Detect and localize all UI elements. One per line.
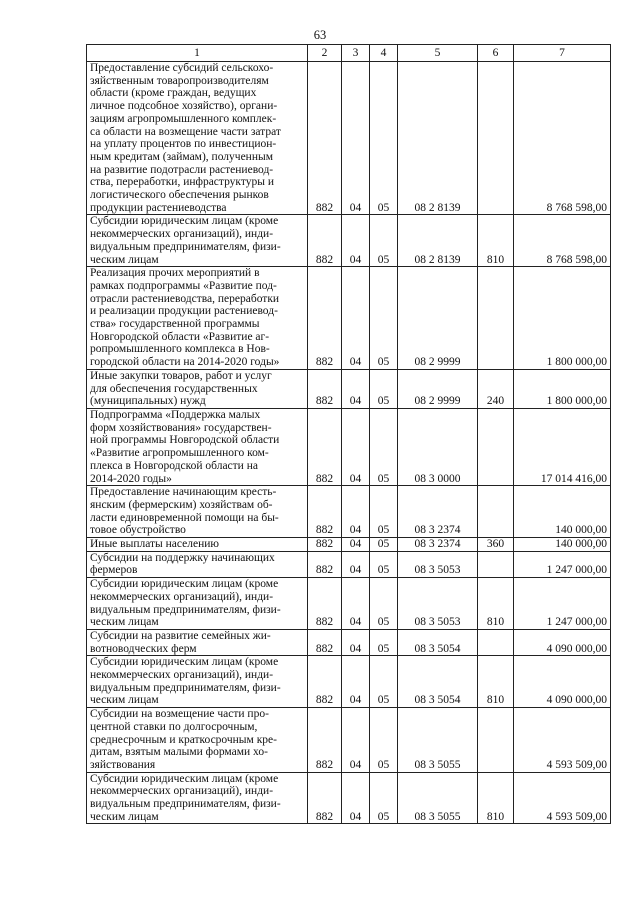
- row-code-2: 882: [308, 62, 342, 215]
- row-code-6: 810: [478, 656, 514, 708]
- row-name: Субсидии юридическим лицам (кроме некоммерческих организаций), инди- видуальным предпринимателям, физи- ческим лицам: [87, 215, 308, 267]
- row-name: Предоставление начинающим кресть- янским (фермерским) хозяйствам об- ласти единовременной помощи на бы- товое обустройство: [87, 486, 308, 538]
- row-amount: 8 768 598,00: [514, 62, 611, 215]
- header-row: [87, 45, 611, 62]
- row-code-6: 360: [478, 538, 514, 552]
- row-code-4: 05: [370, 708, 398, 773]
- row-amount: 1 800 000,00: [514, 267, 611, 370]
- row-code-2: 882: [308, 408, 342, 485]
- row-code-3: 04: [342, 551, 370, 577]
- row-code-5: 08 3 5054: [398, 629, 478, 655]
- row-code-2: 882: [308, 538, 342, 552]
- row-amount: 140 000,00: [514, 486, 611, 538]
- row-code-4: 05: [370, 267, 398, 370]
- header-col-1: 1: [87, 45, 308, 62]
- row-amount: 4 090 000,00: [514, 629, 611, 655]
- row-code-4: 05: [370, 629, 398, 655]
- table-row: [87, 772, 611, 824]
- row-code-6: [478, 708, 514, 773]
- row-code-4: 05: [370, 486, 398, 538]
- row-code-3: 04: [342, 215, 370, 267]
- row-code-6: [478, 551, 514, 577]
- row-code-6: [478, 267, 514, 370]
- header-col-4: 4: [370, 45, 398, 62]
- table-row: [87, 62, 611, 215]
- row-name: Подпрограмма «Поддержка малых форм хозяйствования» государствен- ной программы Новгородской области «Развитие агропромышленного ком- плекса в Новгородской области на 2014-2020 годы»: [87, 408, 308, 485]
- row-code-2: 882: [308, 267, 342, 370]
- row-code-4: 05: [370, 215, 398, 267]
- row-code-2: 882: [308, 486, 342, 538]
- table-row: [87, 215, 611, 267]
- row-code-6: 810: [478, 772, 514, 824]
- table-row: [87, 369, 611, 408]
- row-name: Иные закупки товаров, работ и услуг для обеспечения государственных (муниципальных) нужд: [87, 369, 308, 408]
- row-code-3: 04: [342, 267, 370, 370]
- row-code-3: 04: [342, 62, 370, 215]
- row-amount: 4 090 000,00: [514, 656, 611, 708]
- table-row: [87, 267, 611, 370]
- row-code-5: 08 3 2374: [398, 486, 478, 538]
- row-code-2: 882: [308, 369, 342, 408]
- row-code-4: 05: [370, 772, 398, 824]
- row-name: Субсидии на возмещение части про- центной ставки по долгосрочным, среднесрочным и краткосрочным кре- дитам, взятым малыми формами хо- зяйствования: [87, 708, 308, 773]
- row-code-4: 05: [370, 551, 398, 577]
- table-row: [87, 629, 611, 655]
- row-code-3: 04: [342, 408, 370, 485]
- row-code-2: 882: [308, 629, 342, 655]
- row-code-5: 08 3 5053: [398, 551, 478, 577]
- row-code-6: [478, 486, 514, 538]
- row-amount: 4 593 509,00: [514, 708, 611, 773]
- header-col-7: 7: [514, 45, 611, 62]
- row-code-5: 08 3 2374: [398, 538, 478, 552]
- row-amount: 8 768 598,00: [514, 215, 611, 267]
- row-amount: 1 247 000,00: [514, 578, 611, 630]
- row-name: Иные выплаты населению: [87, 538, 308, 552]
- row-name: Предоставление субсидий сельскохо- зяйственным товаропроизводителям области (кроме граждан, ведущих личное подсобное хозяйство), органи- зациям агропромышленного комплек- са области на возмещение части затрат на уплату процентов по инвестицион- ным кредитам (займам), полученным на развитие подотрасли растениевод- ства, переработки, инфраструктуры и логистического обеспечения рынков продукции растениеводства: [87, 62, 308, 215]
- row-code-4: 05: [370, 408, 398, 485]
- row-code-3: 04: [342, 538, 370, 552]
- row-code-4: 05: [370, 62, 398, 215]
- table-row: [87, 551, 611, 577]
- row-code-5: 08 2 8139: [398, 215, 478, 267]
- row-code-5: 08 3 5055: [398, 772, 478, 824]
- row-code-5: 08 2 9999: [398, 267, 478, 370]
- row-name: Субсидии на развитие семейных жи- вотноводческих ферм: [87, 629, 308, 655]
- row-name: Субсидии юридическим лицам (кроме некоммерческих организаций), инди- видуальным предпринимателям, физи- ческим лицам: [87, 656, 308, 708]
- row-code-6: 810: [478, 215, 514, 267]
- row-code-2: 882: [308, 215, 342, 267]
- row-amount: 1 800 000,00: [514, 369, 611, 408]
- row-code-4: 05: [370, 656, 398, 708]
- row-amount: 1 247 000,00: [514, 551, 611, 577]
- header-col-3: 3: [342, 45, 370, 62]
- table-row: [87, 578, 611, 630]
- row-code-6: [478, 408, 514, 485]
- row-code-3: 04: [342, 369, 370, 408]
- table-row: [87, 486, 611, 538]
- row-name: Субсидии юридическим лицам (кроме некоммерческих организаций), инди- видуальным предпринимателям, физи- ческим лицам: [87, 578, 308, 630]
- row-code-2: 882: [308, 708, 342, 773]
- row-amount: 4 593 509,00: [514, 772, 611, 824]
- row-code-6: [478, 629, 514, 655]
- row-code-5: 08 2 9999: [398, 369, 478, 408]
- page-number: 63: [313, 28, 327, 42]
- row-name: Субсидии юридическим лицам (кроме некоммерческих организаций), инди- видуальным предпринимателям, физи- ческим лицам: [87, 772, 308, 824]
- row-name: Субсидии на поддержку начинающих фермеров: [87, 551, 308, 577]
- row-code-6: 240: [478, 369, 514, 408]
- row-code-2: 882: [308, 772, 342, 824]
- row-amount: 17 014 416,00: [514, 408, 611, 485]
- header-col-6: 6: [478, 45, 514, 62]
- row-code-6: [478, 62, 514, 215]
- row-code-3: 04: [342, 578, 370, 630]
- row-amount: 140 000,00: [514, 538, 611, 552]
- header-col-2: 2: [308, 45, 342, 62]
- row-code-5: 08 2 8139: [398, 62, 478, 215]
- row-code-5: 08 3 5054: [398, 656, 478, 708]
- row-code-3: 04: [342, 486, 370, 538]
- table-row: [87, 656, 611, 708]
- row-name: Реализация прочих мероприятий в рамках подпрограммы «Развитие под- отрасли растениеводства, переработки и реализации продукции растениевод- ства» государственной программы Новгородской области «Развитие аг- ропромышленного комплекса в Нов- городской области на 2014-2020 годы»: [87, 267, 308, 370]
- table-row: [87, 538, 611, 552]
- row-code-3: 04: [342, 629, 370, 655]
- row-code-4: 05: [370, 538, 398, 552]
- row-code-5: 08 3 0000: [398, 408, 478, 485]
- row-code-5: 08 3 5053: [398, 578, 478, 630]
- row-code-3: 04: [342, 656, 370, 708]
- row-code-3: 04: [342, 772, 370, 824]
- budget-table: [86, 44, 611, 824]
- row-code-2: 882: [308, 551, 342, 577]
- table-row: [87, 408, 611, 485]
- table-row: [87, 708, 611, 773]
- row-code-2: 882: [308, 656, 342, 708]
- header-col-5: 5: [398, 45, 478, 62]
- row-code-5: 08 3 5055: [398, 708, 478, 773]
- row-code-2: 882: [308, 578, 342, 630]
- row-code-4: 05: [370, 369, 398, 408]
- row-code-6: 810: [478, 578, 514, 630]
- row-code-3: 04: [342, 708, 370, 773]
- row-code-4: 05: [370, 578, 398, 630]
